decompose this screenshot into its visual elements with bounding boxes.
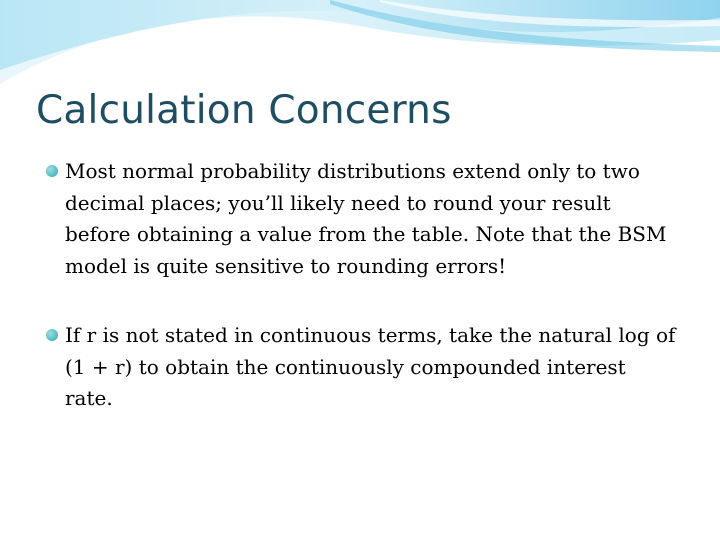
header-wave-decoration (0, 0, 720, 90)
slide-title: Calculation Concerns (36, 88, 452, 133)
bullet-item (46, 156, 676, 282)
bullet-text: Most normal probability distributions extend only to two decimal places; you’ll likely need to round your result before obtaining a value from the table. Note that the BSM model is quite sensitive to rounding errors! (65, 159, 667, 278)
bullet-dot-icon (46, 329, 58, 341)
bullet-item (46, 320, 676, 415)
bullet-list (46, 156, 676, 415)
bullet-dot-icon (46, 165, 58, 177)
bullet-text: If r is not stated in continuous terms, take the natural log of (1 + r) to obtain the continuously compounded interest rate. (65, 323, 676, 410)
